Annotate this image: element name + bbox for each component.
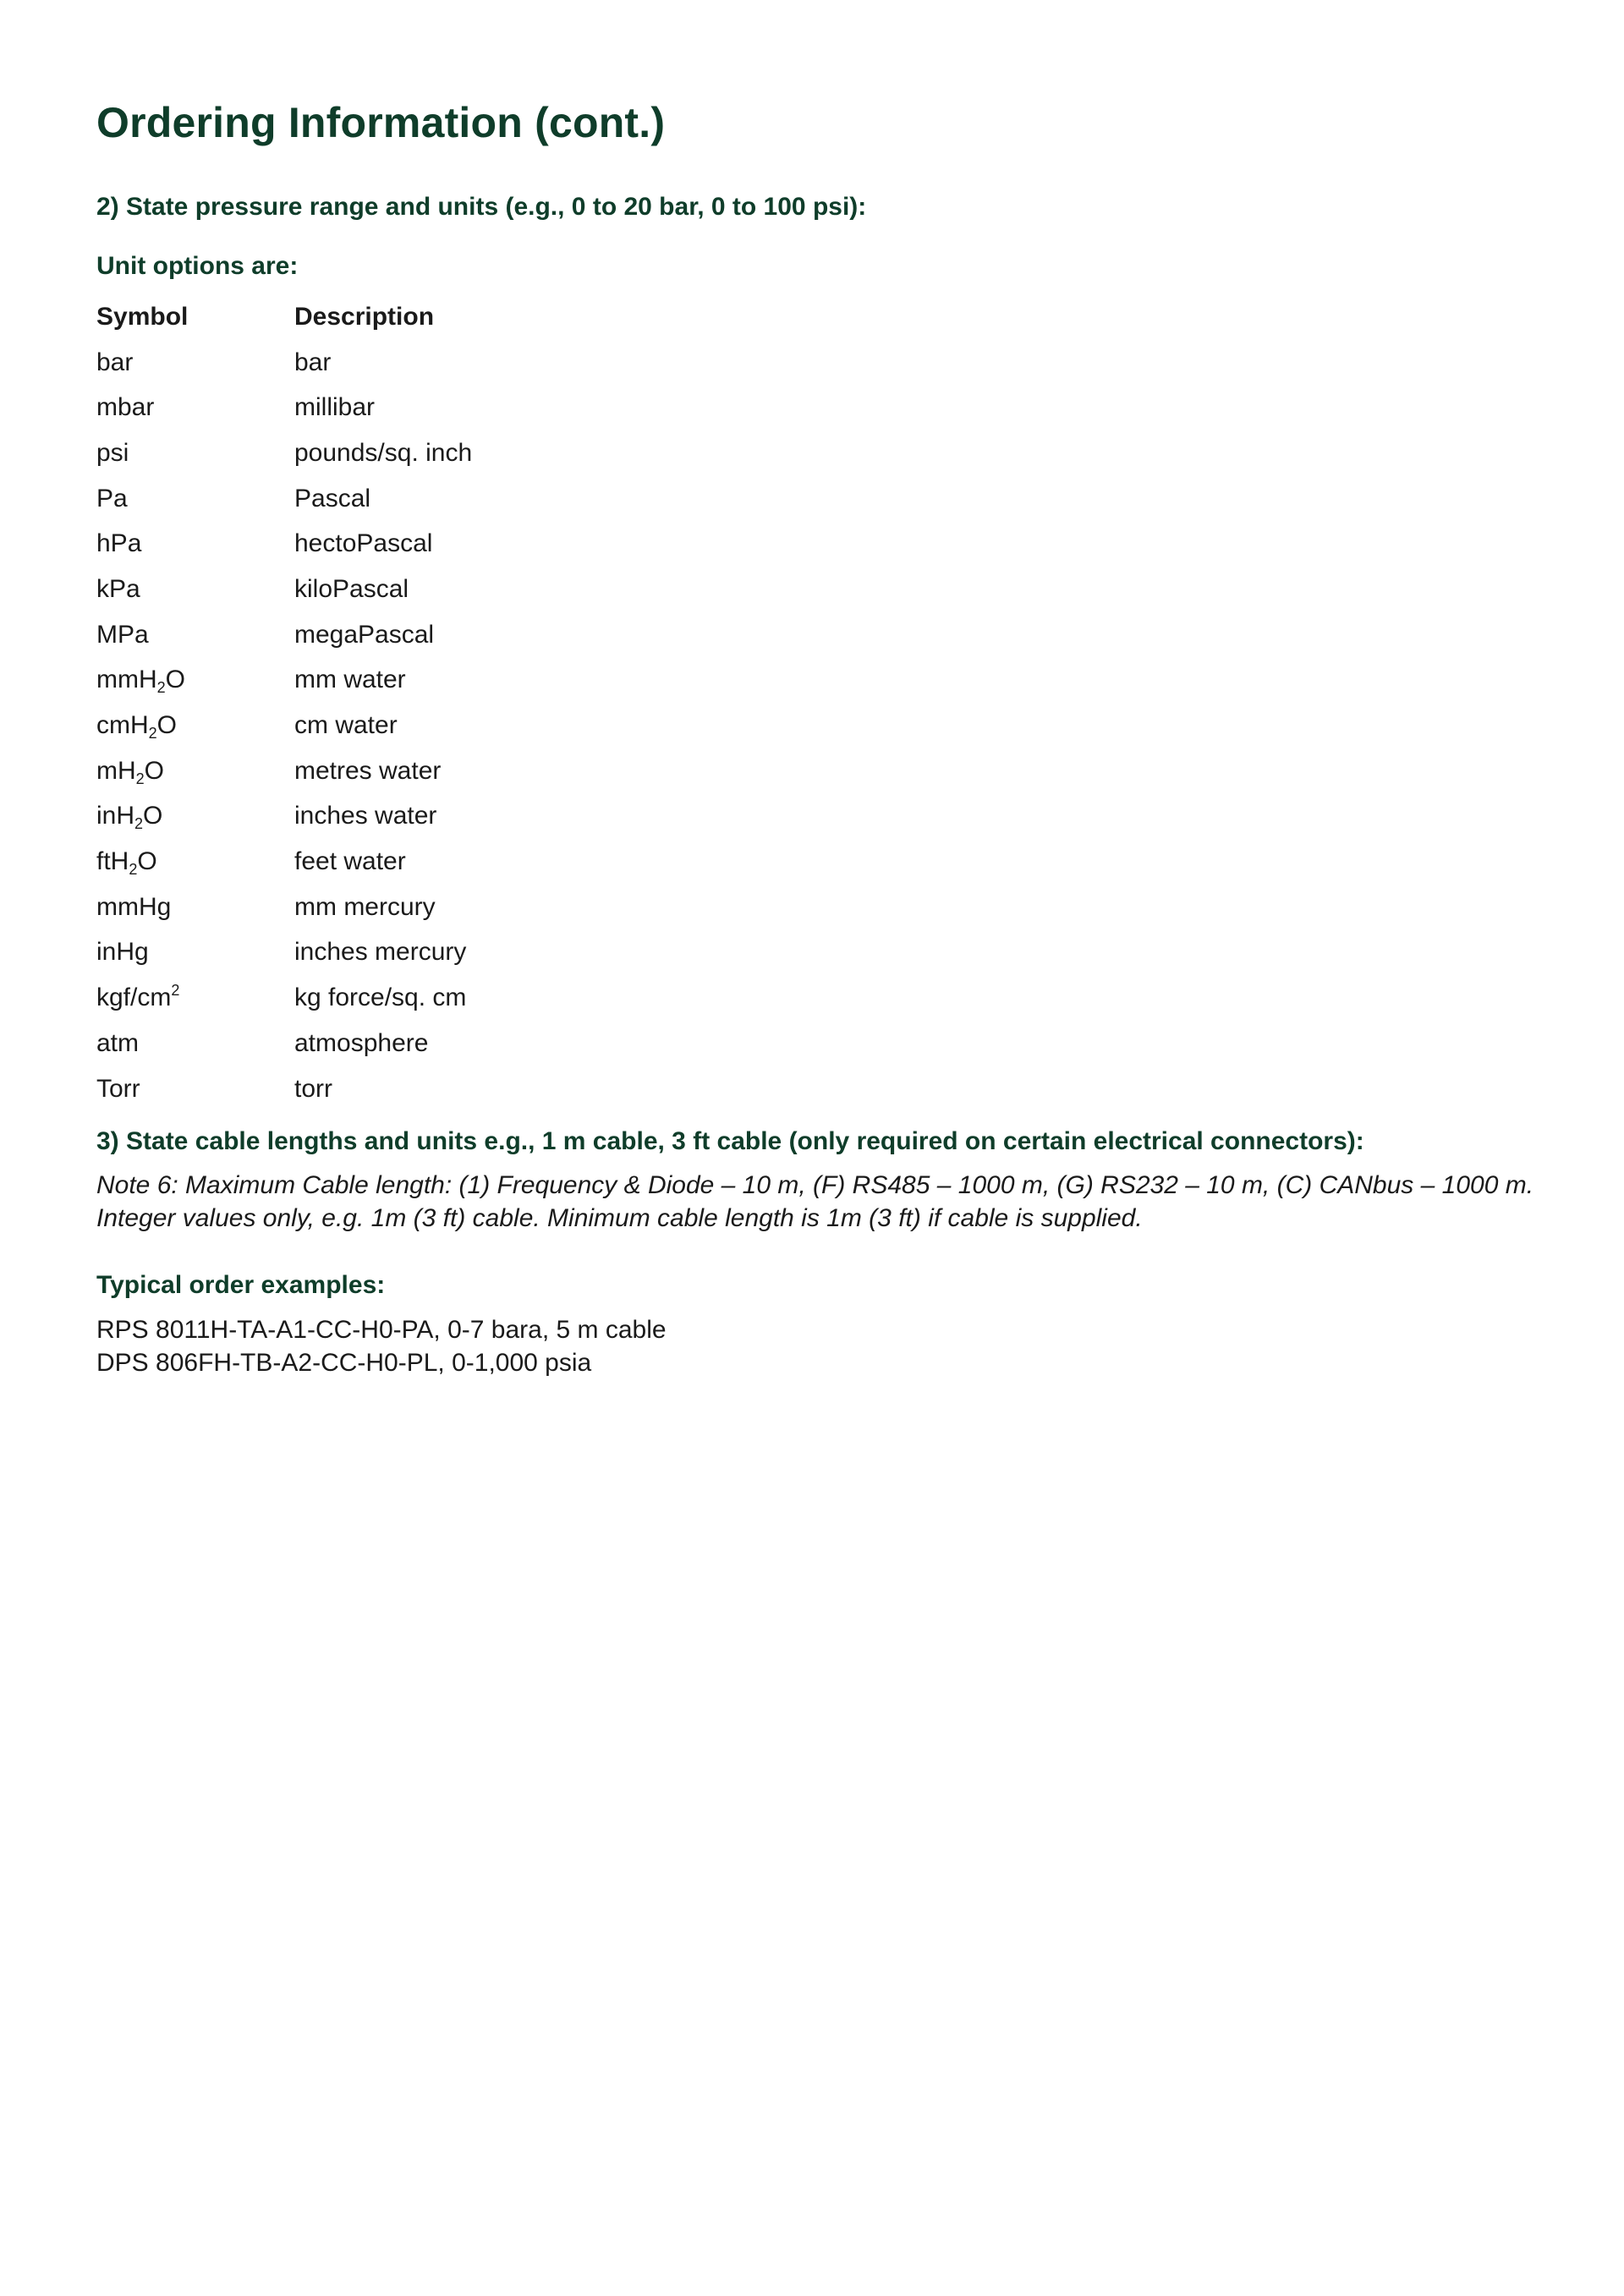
cable-note-line-1: Note 6: Maximum Cable length: (1) Frequency & Diode – 10 m, (F) RS485 – 1000 m, (G) RS232 – 10 m, (C) CANbus – 1000 m. <box>96 1171 1534 1199</box>
unit-symbol-main: inHg <box>96 938 149 967</box>
cable-note-line-2: Integer values only, e.g. 1m (3 ft) cable. Minimum cable length is 1m (3 ft) if cable is supplied. <box>96 1204 1143 1232</box>
unit-symbol-main: psi <box>96 438 129 467</box>
unit-symbol-subscript: 2 <box>134 815 144 833</box>
unit-symbol-main: hPa <box>96 529 142 558</box>
unit-options-label: Unit options are: <box>96 252 299 280</box>
unit-symbol-main: kgf/cm <box>96 984 172 1012</box>
unit-symbol <box>96 476 294 522</box>
order-example: DPS 806FH-TB-A2-CC-H0-PL, 0-1,000 psia <box>96 1349 592 1377</box>
unit-row <box>96 1021 472 1066</box>
units-table <box>96 294 472 1111</box>
unit-symbol-subscript: 2 <box>135 770 145 787</box>
unit-row <box>96 612 472 658</box>
unit-description: mm water <box>294 666 406 694</box>
unit-row <box>96 430 472 476</box>
unit-symbol-main: mmH <box>96 666 157 694</box>
order-examples-list <box>96 1313 667 1379</box>
unit-symbol-superscript: 2 <box>171 982 180 1000</box>
unit-symbol <box>96 885 294 930</box>
unit-description: kiloPascal <box>294 574 409 603</box>
unit-description: pounds/sq. inch <box>294 438 473 467</box>
unit-symbol <box>96 430 294 476</box>
unit-symbol-suffix: O <box>144 756 165 785</box>
unit-description: mm mercury <box>294 892 436 921</box>
unit-description: bar <box>294 348 332 376</box>
page-title: Ordering Information (cont.) <box>96 99 666 146</box>
pressure-range-heading: 2) State pressure range and units (e.g., 0 to 20 bar, 0 to 100 psi): <box>96 193 867 221</box>
unit-symbol-main: Torr <box>96 1074 140 1103</box>
unit-symbol-main: cmH <box>96 711 149 740</box>
unit-symbol <box>96 930 294 976</box>
unit-symbol <box>96 839 294 885</box>
unit-symbol <box>96 1066 294 1112</box>
unit-symbol <box>96 340 294 386</box>
unit-description: megaPascal <box>294 620 435 649</box>
unit-symbol-main: Pa <box>96 484 128 512</box>
unit-symbol-main: bar <box>96 348 134 376</box>
unit-description: hectoPascal <box>294 529 433 558</box>
unit-row <box>96 975 472 1021</box>
unit-row <box>96 521 472 567</box>
unit-description: inches water <box>294 802 437 830</box>
unit-symbol <box>96 1021 294 1066</box>
unit-description: atmosphere <box>294 1028 429 1057</box>
unit-row <box>96 703 472 748</box>
unit-symbol-main: ftH <box>96 847 129 876</box>
unit-symbol <box>96 794 294 840</box>
unit-symbol-suffix: O <box>165 666 186 694</box>
unit-description: kg force/sq. cm <box>294 984 467 1012</box>
unit-description: Pascal <box>294 484 371 512</box>
unit-row <box>96 930 472 976</box>
unit-symbol <box>96 748 294 794</box>
unit-description: millibar <box>294 393 376 422</box>
unit-row <box>96 794 472 840</box>
unit-symbol-suffix: O <box>156 711 178 740</box>
unit-row <box>96 658 472 704</box>
unit-symbol-suffix: O <box>143 802 163 830</box>
unit-symbol-subscript: 2 <box>148 725 157 743</box>
column-header-symbol: Symbol <box>96 302 189 331</box>
unit-row <box>96 476 472 522</box>
unit-symbol-main: atm <box>96 1028 140 1057</box>
unit-symbol <box>96 521 294 567</box>
unit-symbol-subscript: 2 <box>129 861 138 879</box>
units-table-header-row <box>96 294 472 340</box>
unit-symbol-main: kPa <box>96 574 140 603</box>
unit-symbol-main: mbar <box>96 393 155 422</box>
unit-symbol-main: inH <box>96 802 135 830</box>
unit-row <box>96 839 472 885</box>
order-example: RPS 8011H-TA-A1-CC-H0-PA, 0-7 bara, 5 m cable <box>96 1316 667 1344</box>
units-table-body <box>96 340 472 1112</box>
unit-row <box>96 885 472 930</box>
unit-symbol <box>96 567 294 612</box>
column-header-description: Description <box>294 302 435 331</box>
unit-row <box>96 1066 472 1112</box>
unit-symbol-main: MPa <box>96 620 149 649</box>
unit-row <box>96 340 472 386</box>
unit-description: feet water <box>294 847 406 876</box>
unit-symbol <box>96 975 294 1021</box>
unit-row <box>96 748 472 794</box>
unit-symbol-main: mmHg <box>96 892 172 921</box>
unit-description: metres water <box>294 756 442 785</box>
unit-symbol <box>96 658 294 704</box>
unit-symbol-main: mH <box>96 756 136 785</box>
unit-symbol <box>96 385 294 430</box>
order-examples-heading: Typical order examples: <box>96 1271 386 1299</box>
unit-description: torr <box>294 1074 332 1103</box>
document-page <box>96 93 1534 1377</box>
cable-length-heading: 3) State cable lengths and units e.g., 1 m cable, 3 ft cable (only required on certain electrical connectors): <box>96 1127 1364 1155</box>
cable-note <box>96 1169 1534 1235</box>
unit-symbol-subscript: 2 <box>156 679 166 697</box>
unit-symbol <box>96 612 294 658</box>
unit-row <box>96 385 472 430</box>
unit-description: inches mercury <box>294 938 467 967</box>
unit-row <box>96 567 472 612</box>
unit-symbol-suffix: O <box>137 847 157 876</box>
unit-description: cm water <box>294 711 398 740</box>
unit-symbol <box>96 703 294 748</box>
